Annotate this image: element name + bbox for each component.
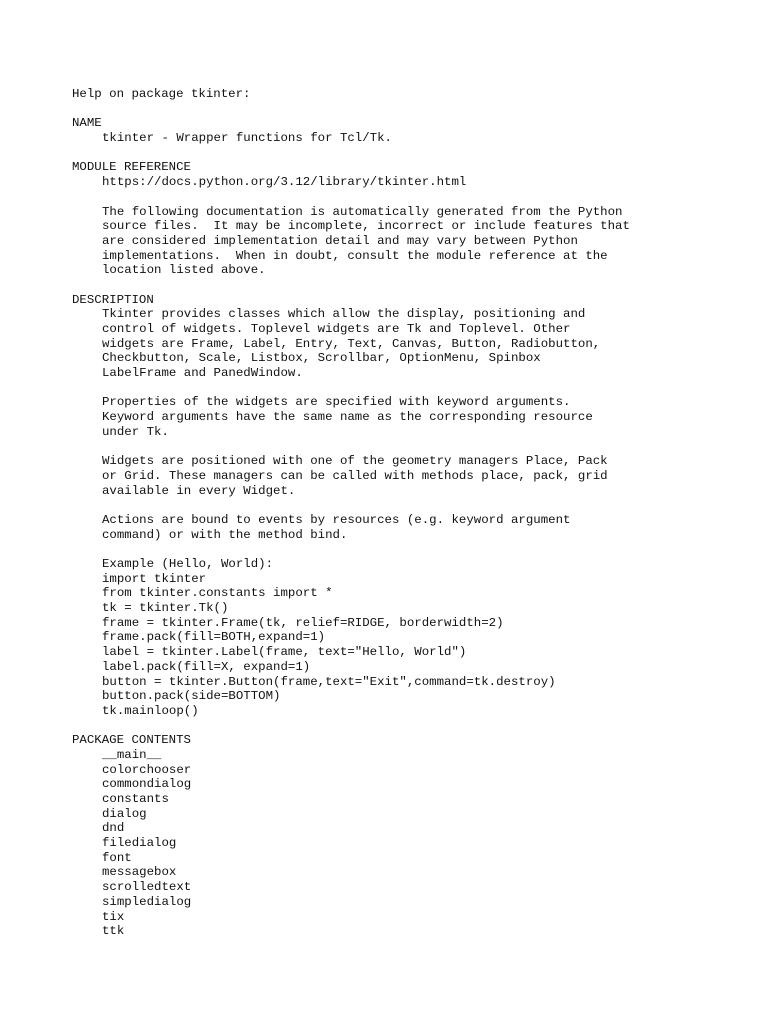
package-contents-list xyxy=(72,748,752,939)
description-paragraph xyxy=(72,395,752,439)
spacer xyxy=(72,440,752,455)
code-line: frame.pack(fill=BOTH,expand=1) xyxy=(102,630,326,645)
description-line: Keyword arguments have the same name as the corresponding resource xyxy=(102,410,593,425)
list-item: ttk xyxy=(102,924,125,939)
description-paragraph xyxy=(72,513,752,542)
list-item: colorchooser xyxy=(102,762,192,777)
description-paragraph xyxy=(72,454,752,498)
module-reference-heading: MODULE REFERENCE xyxy=(72,160,191,175)
note-line: implementations. When in doubt, consult the module reference at the xyxy=(102,248,608,263)
description-line: Checkbutton, Scale, Listbox, Scrollbar, OptionMenu, Spinbox xyxy=(102,351,541,366)
code-line: from tkinter.constants import * xyxy=(102,586,333,601)
module-reference-note xyxy=(72,205,752,278)
list-item: font xyxy=(102,850,132,865)
note-line: The following documentation is automatically generated from the Python xyxy=(102,204,623,219)
description-line: or Grid. These managers can be called with methods place, pack, grid xyxy=(102,468,608,483)
list-item: __main__ xyxy=(102,747,162,762)
description-line: control of widgets. Toplevel widgets are Tk and Toplevel. Other xyxy=(102,322,571,336)
note-line: location listed above. xyxy=(102,263,266,278)
code-line: button = tkinter.Button(frame,text="Exit",command=tk.destroy) xyxy=(102,674,556,689)
code-line: tk = tkinter.Tk() xyxy=(102,601,229,616)
description-paragraph xyxy=(72,307,752,380)
spacer xyxy=(72,146,752,161)
code-line: label = tkinter.Label(frame, text="Hello, World") xyxy=(102,645,467,660)
code-line: Example (Hello, World): xyxy=(102,557,274,571)
spacer xyxy=(72,190,752,205)
module-reference-url: https://docs.python.org/3.12/library/tkinter.html xyxy=(102,175,467,190)
description-line: LabelFrame and PanedWindow. xyxy=(102,366,303,381)
description-line: widgets are Frame, Label, Entry, Text, Canvas, Button, Radiobutton, xyxy=(102,336,601,351)
list-item: dialog xyxy=(102,806,147,821)
description-heading: DESCRIPTION xyxy=(72,292,154,307)
code-line: tk.mainloop() xyxy=(102,703,199,718)
description-line: Actions are bound to events by resources (e.g. keyword argument xyxy=(102,512,571,527)
package-contents-heading: PACKAGE CONTENTS xyxy=(72,733,191,748)
help-document xyxy=(72,87,752,939)
description-line: Widgets are positioned with one of the geometry managers Place, Pack xyxy=(102,454,608,469)
description-line: Tkinter provides classes which allow the display, positioning and xyxy=(102,307,586,322)
list-item: simpledialog xyxy=(102,894,192,909)
code-line: button.pack(side=BOTTOM) xyxy=(102,689,281,704)
spacer xyxy=(72,278,752,293)
name-section-heading: NAME xyxy=(72,116,102,131)
note-line: source files. It may be incomplete, incorrect or include features that xyxy=(102,219,630,234)
description-line: under Tk. xyxy=(102,424,169,439)
spacer xyxy=(72,542,752,557)
code-line: label.pack(fill=X, expand=1) xyxy=(102,659,311,674)
list-item: commondialog xyxy=(102,777,192,792)
code-line: frame = tkinter.Frame(tk, relief=RIDGE, borderwidth=2) xyxy=(102,615,504,630)
spacer xyxy=(72,498,752,513)
code-example xyxy=(72,557,752,719)
code-line: import tkinter xyxy=(102,571,207,586)
list-item: messagebox xyxy=(102,865,177,880)
list-item: filedialog xyxy=(102,836,177,851)
list-item: dnd xyxy=(102,821,125,836)
name-section-line: tkinter - Wrapper functions for Tcl/Tk. xyxy=(102,131,392,146)
note-line: are considered implementation detail and may vary between Python xyxy=(102,233,578,248)
description-line: available in every Widget. xyxy=(102,483,296,498)
document-title: Help on package tkinter: xyxy=(72,87,251,101)
list-item: constants xyxy=(102,792,169,806)
spacer xyxy=(72,102,752,117)
spacer xyxy=(72,719,752,734)
list-item: scrolledtext xyxy=(102,880,192,895)
spacer xyxy=(72,381,752,396)
list-item: tix xyxy=(102,909,125,924)
description-line: command) or with the method bind. xyxy=(102,527,348,542)
description-line: Properties of the widgets are specified with keyword arguments. xyxy=(102,395,571,410)
